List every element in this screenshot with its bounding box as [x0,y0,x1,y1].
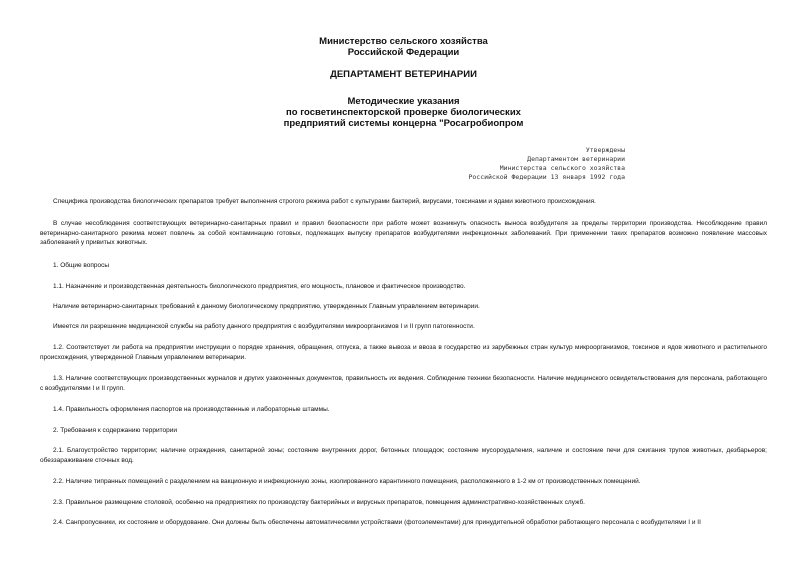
paragraph-2-2: 2.2. Наличие типранных помещений с разделением на вакционную и инфекционную зоны, изолированного карантинного помещения, расположенного в 1-2 км от производственных помещений. [53,478,641,485]
department-title: ДЕПАРТАМЕНТ ВЕТЕРИНАРИИ [330,69,477,80]
paragraph-1-1: 1.1. Назначение и производственная деятельность биологического предприятия, его мощность, плановое и фактическое производство. [53,283,466,290]
paragraph-intro: Специфика производства биологических препаратов требует выполнения строгого режима работ с культурами бактерий, вирусами, токсинами и ядами животного происхождения. [53,198,596,205]
approval-line-4: Российской Федерации 13 января 1992 года [468,173,625,181]
paragraph-risk: В случае несоблюдения соответствующих ветеринарно-санитарных правил и правил безопасности при работе может возникнуть опасность выноса возбудителя за пределы территории производства. Несоблюдение правил ветеринарно-санитарного режима может повлечь за собой контаминацию готовых, подлежащих выпуску препаратов возбудителями инфекционных заболеваний. При применении таких препаратов возможно появление массовых заболеваний у привитых животных. [40,220,767,247]
document-title-line-1: Методические указания [347,96,460,107]
ministry-line-2: Российской Федерации [347,47,460,58]
approval-line-1: Утверждены [585,146,625,154]
approval-block [400,146,625,182]
paragraph-2-3: 2.3. Правильное размещение столовой, особенно на предприятиях по производству бактерийных и вирусных препаратов, помещения административно-хозяйственных служб. [53,499,585,506]
document-title-line-2: по госветинспекторской проверке биологических [286,107,521,118]
approval-line-2: Департаментом ветеринарии [527,155,625,163]
document-title-line-3: предприятий системы концерна "Росагробиопром [283,118,524,129]
paragraph-2-1: 2.1. Благоустройство территории; наличие ограждения, санитарной зоны; состояние внутренних дорог, бетонных площадок; состояние мусороудаления, наличие и состояние печи для сжигания трупов животных, дезбарьеров; обеззараживание сточных вод. [40,447,767,464]
paragraph-1-3: 1.3. Наличие соответствующих производственных журналов и других узаконенных документов, правильность их ведения. Соблюдение техники безопасности. Наличие медицинского освидетельствования для персонала, работающего с возбудителями I и II групп. [40,375,767,392]
paragraph-permission: Имеется ли разрешение медицинской службы на работу данного предприятия с возбудителями микроорганизмов I и II групп патогенности. [53,323,475,330]
paragraph-requirements: Наличие ветеринарно-санитарных требований к данному биологическому предприятию, утвержденных Главным управлением ветеринарии. [53,303,480,310]
paragraph-1-4: 1.4. Правильность оформления паспортов на производственные и лабораторные штаммы. [53,406,330,413]
paragraph-2-4: 2.4. Санпропускники, их состояние и оборудование. Они должны быть обеспечены автоматическими устройствами (фотоэлементами) для принудительной обработки работающего персонала с возбудителями I и II [53,519,701,526]
section-heading-general: 1. Общие вопросы [53,262,110,269]
ministry-line-1: Министерство сельского хозяйства [319,36,488,47]
paragraph-1-2: 1.2. Соответствует ли работа на предприятии инструкции о порядке хранения, обращения, отпуска, а также вывоза и ввоза в государство из зарубежных стран культур микроорганизмов, токсинов и ядов животного и растительного происхождения, утвержденной Главным управлением ветеринарии. [40,344,767,361]
section-heading-territory: 2. Требования к содержанию территории [53,427,177,434]
approval-line-3: Министерства сельского хозяйства [499,164,625,172]
